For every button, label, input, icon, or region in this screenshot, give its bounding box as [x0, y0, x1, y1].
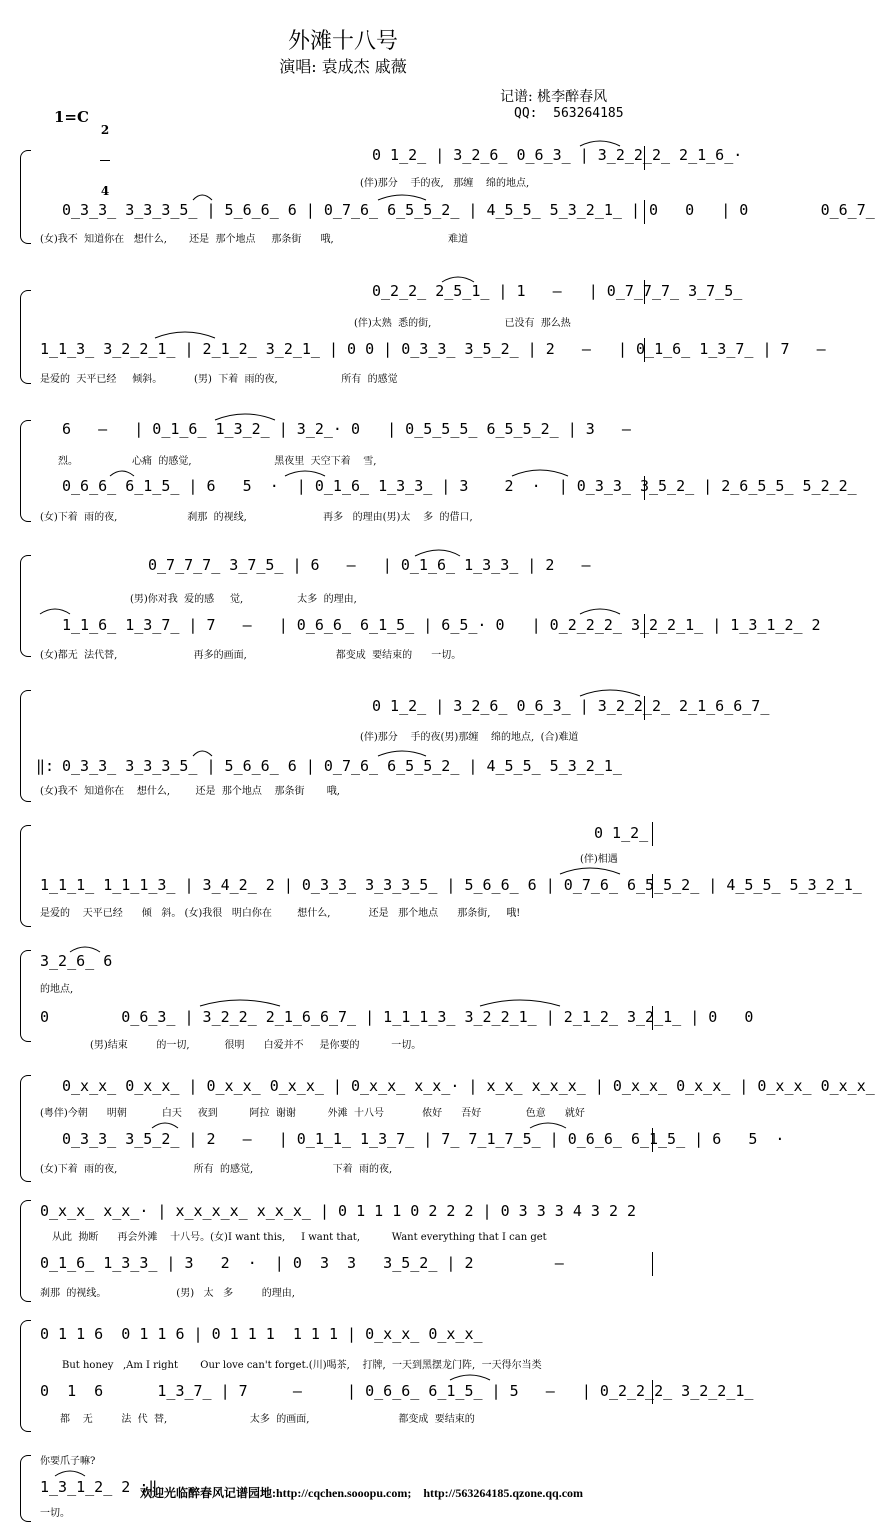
upper-notes: 0 1 1 6 0 1 1 6 | 0 1 1 1 1 1 1 | 0̲x̲x̲ 0̲x̲x̲: [40, 1325, 483, 1343]
lower-notes: 1̲1̲1̲ 1̲1̲1̲3̲ | 3̲4̲2̲ 2 | 0̲3̲3̲ 3̲3̲3̲5̲ | 5̲6̲6̲ 6 | 0̲7̲6̲ 6̲5̲5̲2̲ | 4̲5̲5̲ 5̲3̲2̲1̲: [40, 876, 862, 894]
upper-lyrics: But honey ,Am I right Our love can't forget.(川)喝茶, 打牌, 一天到黑摆龙门阵, 一天得尔当类: [62, 1360, 542, 1371]
lower-notes: 1̲1̲6̲ 1̲3̲7̲ | 7 – | 0̲6̲6̲ 6̲1̲5̲ | 6̲5̲· 0 | 0̲2̲2̲2̲ 3̲2̲2̲1̲ | 1̲3̲1̲2̲ 2: [62, 616, 821, 634]
lower-notes: 0 1 6 1̲3̲7̲ | 7 – | 0̲6̲6̲ 6̲1̲5̲ | 5 – | 0̲2̲2̲2̲ 3̲2̲2̲1̲: [40, 1382, 754, 1400]
ending-notes: 1̲3̲1̲2̲ 2 :‖: [40, 1478, 158, 1496]
lower-notes: 0̲6̲6̲ 6̲1̲5̲ | 6 5 · | 0̲1̲6̲ 1̲3̲3̲ | 3 2 · | 0̲3̲3̲ 3̲5̲2̲ | 2̲6̲5̲5̲ 5̲2̲2̲: [62, 477, 857, 495]
footer-website-note: 欢迎光临醉春风记谱园地:http://cqchen.sooopu.com; http://563264185.qzone.qq.com: [140, 1486, 584, 1500]
upper-lyrics: 烈。 心痛 的感觉, 黑夜里 天空下着 雪,: [58, 456, 377, 467]
slur: [152, 1123, 178, 1128]
slur: [200, 1000, 280, 1006]
time-signature-top: 2: [100, 123, 110, 137]
lower-notes: 0̲3̲3̲ 3̲3̲3̲5̲ | 5̲6̲6̲ 6 | 0̲7̲6̲ 6̲5̲5̲2̲ | 4̲5̲5̲ 5̲3̲2̲1̲: [62, 757, 622, 775]
slur: [70, 947, 100, 952]
key-signature: 1=C: [54, 108, 89, 126]
slur: [560, 868, 620, 874]
slur: [580, 141, 620, 146]
spoken-line: 你要爪子嘛?: [40, 1456, 96, 1467]
upper-notes: 0 1̲2̲ | 3̲2̲6̲ 0̲6̲3̲ | 3̲2̲2̲2̲ 2̲1̲6̲·: [372, 146, 743, 164]
lower-lyrics: (女)都无 法代替, 再多的画面, 都变成 要结束的 一切。: [40, 650, 462, 661]
slur: [442, 277, 474, 282]
slur: [40, 609, 70, 614]
lower-notes: 0̲1̲6̲ 1̲3̲3̲ | 3 2 · | 0 3 3 3̲5̲2̲ | 2 –: [40, 1254, 564, 1272]
upper-notes: 0̲7̲7̲7̲ 3̲7̲5̲ | 6 – | 0̲1̲6̲ 1̲3̲3̲ | 2 –: [148, 556, 591, 574]
lower-lyrics: (女)下着 雨的夜, 刹那 的视线, 再多 的理由(男)太 多 的借口,: [40, 512, 473, 523]
time-signature-bottom: 4: [100, 184, 110, 198]
ending-lyrics: 一切。: [40, 1508, 70, 1519]
slur: [378, 195, 426, 200]
slur: [580, 690, 640, 696]
upper-notes: 0̲2̲2̲ 2̲5̲1̲ | 1 – | 0̲7̲7̲7̲ 3̲7̲5̲: [372, 282, 743, 300]
lower-lyrics: 是爱的 天平已经 倾 斜。 (女)我很 明白你在 想什么, 还是 那个地点 那条街, 哦!: [40, 908, 521, 919]
slur: [512, 470, 568, 476]
slur: [110, 471, 134, 476]
recorder-credit: 记谱: 桃李醉春风: [500, 89, 608, 105]
upper-notes: 0 1̲2̲ | 3̲2̲6̲ 0̲6̲3̲ | 3̲2̲2̲2̲ 2̲1̲6̲6̲7̲: [372, 697, 770, 715]
singer-credit: 演唱: 袁成杰 戚薇: [279, 57, 407, 76]
lower-lyrics: (女)我不 知道你在 想什么, 还是 那个地点 那条街 哦,: [40, 786, 340, 797]
upper-lyrics: (粤伴)今朝 明朝 白天 夜到 阿拉 谢谢 外滩 十八号 侬好 吾好 色意 就好: [40, 1108, 585, 1119]
slur: [155, 332, 215, 338]
slur: [450, 1375, 490, 1380]
lower-notes: 0̲3̲3̲ 3̲5̲2̲ | 2 – | 0̲1̲1̲ 1̲3̲7̲ | 7̲ 7̲1̲7̲5̲ | 0̲6̲6̲ 6̲1̲5̲ | 6 5 ·: [62, 1130, 785, 1148]
slur: [193, 751, 212, 756]
slur: [215, 414, 275, 420]
song-title: 外滩十八号: [287, 29, 398, 54]
upper-notes: 0 1̲2̲: [594, 824, 649, 842]
upper-notes: 6 – | 0̲1̲6̲ 1̲3̲2̲ | 3̲2̲· 0 | 0̲5̲5̲5̲ 6̲5̲5̲2̲ | 3 –: [62, 420, 631, 438]
lower-notes: 0 0̲6̲3̲ | 3̲2̲2̲ 2̲1̲6̲6̲7̲ | 1̲1̲1̲3̲ 3̲2̲2̲1̲ | 2̲1̲2̲ 3̲2̲1̲ | 0 0: [40, 1008, 754, 1026]
upper-notes: 0̲x̲x̲ 0̲x̲x̲ | 0̲x̲x̲ 0̲x̲x̲ | 0̲x̲x̲ x̲x̲· | x̲x̲ x̲x̲x̲ | 0̲x̲x̲ 0̲x̲x̲ | 0̲x̲x̲ 0̲x̲x̲: [62, 1077, 875, 1095]
lower-lyrics: 是爱的 天平已经 倾斜。 (男) 下着 雨的夜, 所有 的感觉: [40, 374, 398, 385]
qq-number: QQ: 563264185: [514, 106, 624, 121]
repeat-start: ‖:: [36, 757, 55, 775]
slur: [580, 609, 620, 614]
slur: [530, 1123, 566, 1128]
slur: [480, 1000, 560, 1006]
upper-lyrics: (男)你对我 爱的感 觉, 太多 的理由,: [130, 594, 357, 605]
lower-lyrics: (男)结束 的一切, 很明 白爱并不 是你要的 一切。: [90, 1040, 422, 1051]
lower-lyrics: 都 无 法 代 替, 太多 的画面, 都变成 要结束的: [60, 1414, 475, 1425]
lower-notes: 0̲3̲3̲ 3̲3̲3̲5̲ | 5̲6̲6̲ 6 | 0̲7̲6̲ 6̲5̲5̲2̲ | 4̲5̲5̲ 5̲3̲2̲1̲ | 0 0 | 0 0̲6̲7̲: [62, 201, 875, 219]
slur: [55, 1471, 85, 1476]
lower-lyrics: 刹那 的视线。 (男) 太 多 的理由,: [40, 1288, 295, 1299]
upper-lyrics: 从此 拗断 再会外滩 十八号。(女)I want this, I want that, Want everything that I can get: [52, 1232, 547, 1243]
slur: [378, 751, 426, 756]
slur: [285, 471, 325, 476]
slur: [193, 195, 212, 200]
slur: [415, 550, 460, 556]
upper-notes: 3̲2̲6̲ 6: [40, 952, 113, 970]
upper-notes: 0̲x̲x̲ x̲x̲· | x̲x̲x̲x̲ x̲x̲x̲ | 0 1 1 1 0 2 2 2 | 0 3 3 3 4 3 2 2: [40, 1202, 637, 1220]
lower-lyrics: (女)下着 雨的夜, 所有 的感觉, 下着 雨的夜,: [40, 1164, 393, 1175]
upper-lyrics: 的地点,: [40, 984, 74, 995]
lower-notes: 1̲1̲3̲ 3̲2̲2̲1̲ | 2̲1̲2̲ 3̲2̲1̲ | 0 0 | 0̲3̲3̲ 3̲5̲2̲ | 2 – | 0̲1̲6̲ 1̲3̲7̲ | 7 –: [40, 340, 826, 358]
upper-lyrics: (伴)太熟 悉的街, 已没有 那么热: [354, 318, 571, 329]
upper-lyrics: (伴)那分 手的夜(男)那缠 绵的地点, (合)难道: [360, 732, 579, 743]
upper-lyrics: (伴)相遇: [580, 854, 618, 865]
upper-lyrics: (伴)那分 手的夜, 那缠 绵的地点,: [360, 178, 530, 189]
lower-lyrics: (女)我不 知道你在 想什么, 还是 那个地点 那条街 哦, 难道: [40, 234, 469, 245]
